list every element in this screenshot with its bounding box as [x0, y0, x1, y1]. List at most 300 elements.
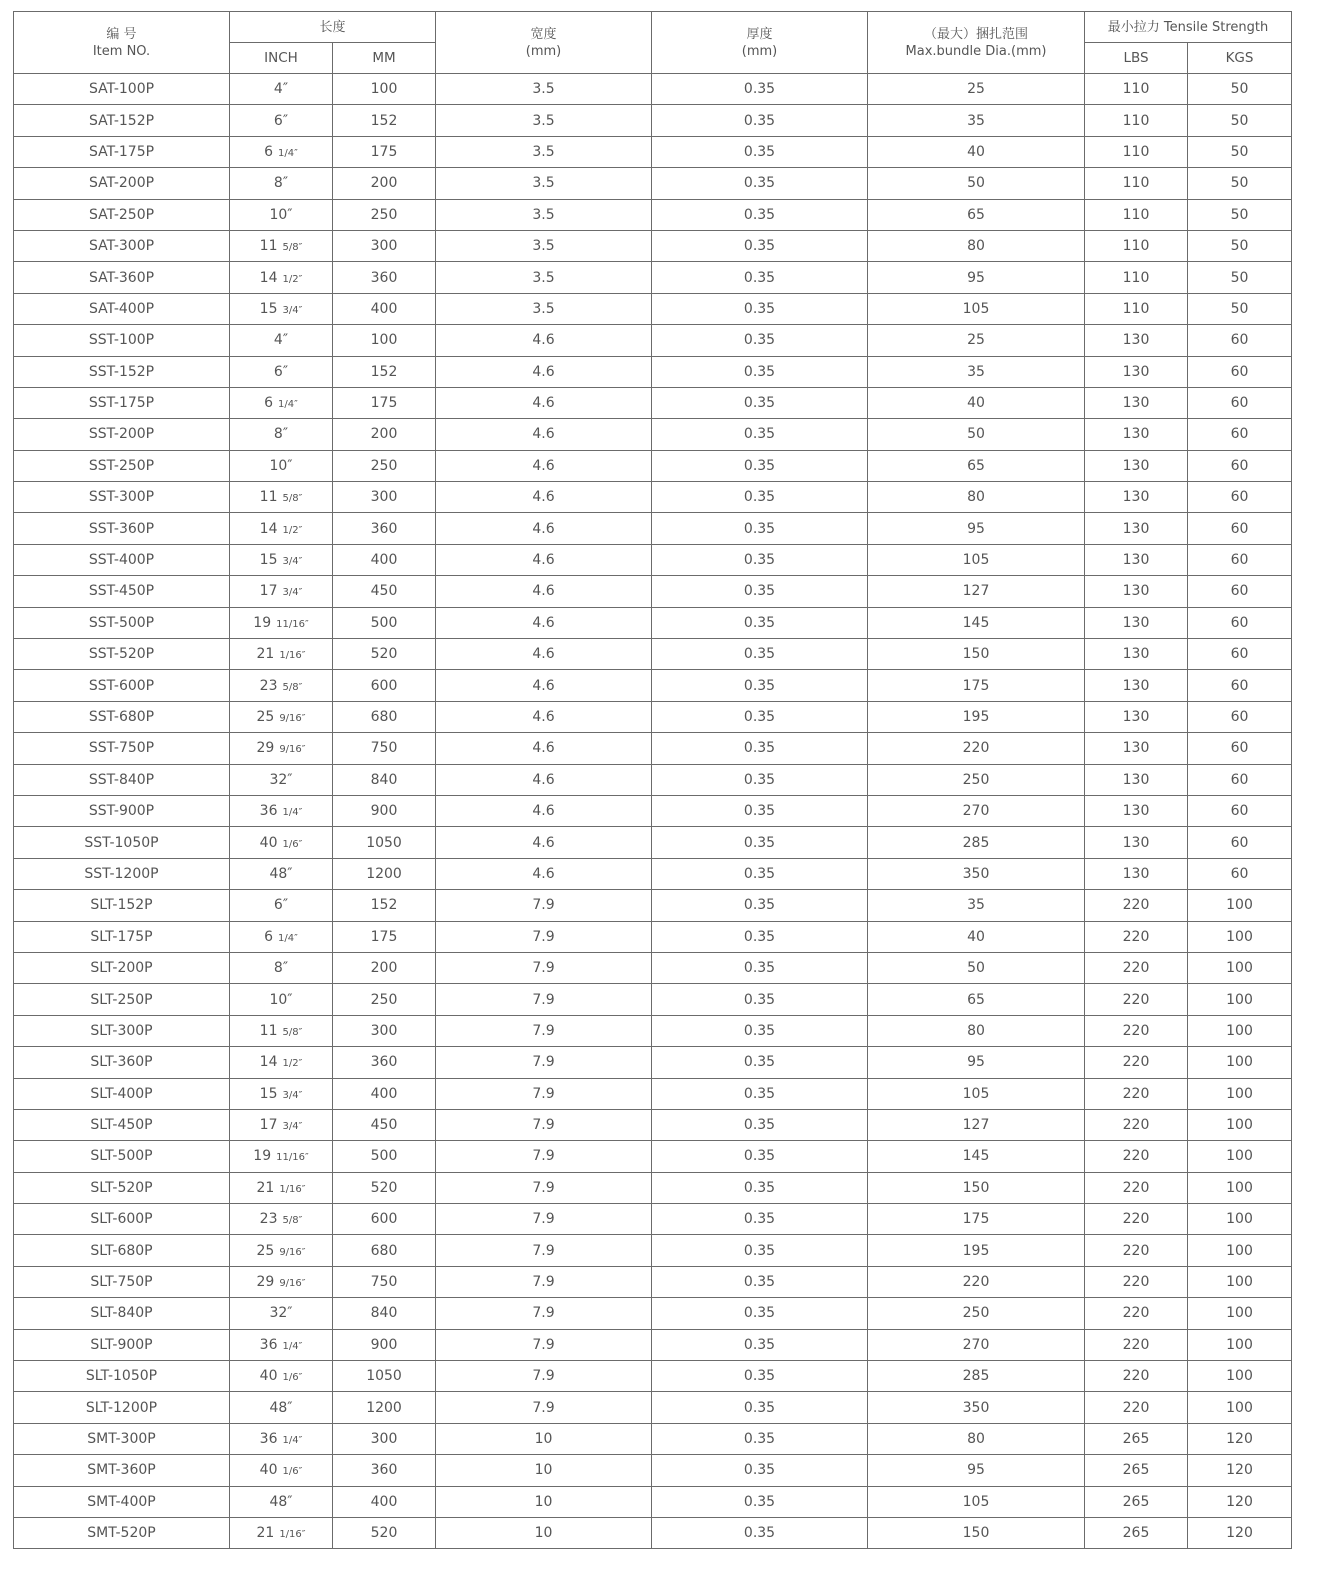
cell-thickness: 0.35 [652, 1141, 868, 1172]
table-row [14, 1423, 1292, 1454]
cell-bundle: 175 [868, 1204, 1085, 1235]
cell-kgs: 100 [1188, 1298, 1292, 1329]
cell-inch [230, 1455, 333, 1486]
header-mm: MM [333, 43, 436, 74]
inch-fraction: 1/16″ [279, 650, 306, 662]
cell-bundle: 285 [868, 827, 1085, 858]
cell-inch [230, 230, 333, 261]
cell-inch [230, 293, 333, 324]
cell-mm: 152 [333, 105, 436, 136]
table-row [14, 921, 1292, 952]
cell-item: SLT-680P [14, 1235, 230, 1266]
cell-inch [230, 827, 333, 858]
cell-width: 4.6 [436, 325, 652, 356]
cell-lbs: 220 [1085, 1141, 1188, 1172]
table-row [14, 858, 1292, 889]
inch-value: 8″ [273, 426, 289, 443]
cell-item: SAT-300P [14, 230, 230, 261]
cell-kgs: 60 [1188, 356, 1292, 387]
cell-mm: 300 [333, 482, 436, 513]
inch-fraction: 11/16″ [276, 1152, 309, 1164]
cell-kgs: 100 [1188, 952, 1292, 983]
cell-lbs: 220 [1085, 1329, 1188, 1360]
table-row [14, 1141, 1292, 1172]
cell-thickness: 0.35 [652, 607, 868, 638]
inch-value: 17 [259, 583, 278, 600]
cell-inch [230, 136, 333, 167]
cell-mm: 175 [333, 387, 436, 418]
cell-item: SLT-400P [14, 1078, 230, 1109]
cell-inch [230, 1141, 333, 1172]
table-row [14, 1392, 1292, 1423]
cell-kgs: 100 [1188, 890, 1292, 921]
cell-kgs: 60 [1188, 482, 1292, 513]
cell-item: SST-900P [14, 795, 230, 826]
cell-inch [230, 890, 333, 921]
cell-inch [230, 1517, 333, 1548]
inch-fraction: 3/4″ [282, 304, 303, 316]
inch-value: 36 [259, 1430, 278, 1447]
cell-width: 7.9 [436, 1266, 652, 1297]
cell-width: 7.9 [436, 1392, 652, 1423]
cell-bundle: 350 [868, 1392, 1085, 1423]
inch-fraction: 3/4″ [282, 1089, 303, 1101]
cell-inch [230, 387, 333, 418]
cell-bundle: 40 [868, 921, 1085, 952]
header-item [14, 12, 230, 74]
cell-item: SLT-840P [14, 1298, 230, 1329]
cell-thickness: 0.35 [652, 890, 868, 921]
cell-mm: 900 [333, 1329, 436, 1360]
cell-mm: 360 [333, 513, 436, 544]
table-row [14, 1298, 1292, 1329]
cell-mm: 680 [333, 1235, 436, 1266]
cell-mm: 400 [333, 1078, 436, 1109]
table-row [14, 356, 1292, 387]
cell-lbs: 220 [1085, 952, 1188, 983]
cell-item: SMT-400P [14, 1486, 230, 1517]
inch-value: 36 [259, 1336, 278, 1353]
cell-width: 10 [436, 1423, 652, 1454]
cell-width: 4.6 [436, 607, 652, 638]
inch-fraction: 1/6″ [282, 1372, 303, 1384]
cell-item: SAT-175P [14, 136, 230, 167]
cell-kgs: 60 [1188, 827, 1292, 858]
cell-inch [230, 199, 333, 230]
cell-mm: 200 [333, 952, 436, 983]
cell-lbs: 110 [1085, 262, 1188, 293]
cell-item: SST-450P [14, 576, 230, 607]
cell-width: 7.9 [436, 1078, 652, 1109]
cell-lbs: 265 [1085, 1455, 1188, 1486]
header-width-zh: 宽度 [530, 26, 557, 42]
cell-width: 3.5 [436, 230, 652, 261]
cell-width: 3.5 [436, 136, 652, 167]
cell-item: SST-520P [14, 639, 230, 670]
cell-mm: 500 [333, 607, 436, 638]
cell-bundle: 35 [868, 356, 1085, 387]
cell-item: SLT-175P [14, 921, 230, 952]
cell-mm: 360 [333, 1047, 436, 1078]
table-row [14, 199, 1292, 230]
cell-thickness: 0.35 [652, 1423, 868, 1454]
cell-inch [230, 1172, 333, 1203]
cell-bundle: 150 [868, 1517, 1085, 1548]
cell-kgs: 60 [1188, 607, 1292, 638]
inch-value: 10″ [269, 991, 293, 1008]
inch-fraction: 5/8″ [282, 681, 303, 693]
cell-lbs: 110 [1085, 230, 1188, 261]
cell-inch [230, 952, 333, 983]
inch-fraction: 3/4″ [282, 556, 303, 568]
cell-mm: 200 [333, 419, 436, 450]
cell-mm: 100 [333, 74, 436, 105]
cell-thickness: 0.35 [652, 670, 868, 701]
cell-bundle: 105 [868, 293, 1085, 324]
header-item-zh: 编 号 [106, 26, 137, 42]
inch-value: 32″ [269, 1305, 293, 1322]
cell-bundle: 35 [868, 105, 1085, 136]
cell-item: SMT-300P [14, 1423, 230, 1454]
cell-bundle: 95 [868, 1455, 1085, 1486]
cell-item: SLT-450P [14, 1109, 230, 1140]
cell-lbs: 110 [1085, 105, 1188, 136]
cell-thickness: 0.35 [652, 199, 868, 230]
cell-bundle: 50 [868, 168, 1085, 199]
inch-value: 32″ [269, 771, 293, 788]
cell-lbs: 220 [1085, 1109, 1188, 1140]
table-row [14, 419, 1292, 450]
table-row [14, 74, 1292, 105]
cell-inch [230, 1361, 333, 1392]
cell-thickness: 0.35 [652, 1486, 868, 1517]
cell-kgs: 60 [1188, 639, 1292, 670]
inch-value: 40 [259, 1462, 278, 1479]
header-width [436, 12, 652, 74]
inch-value: 15 [259, 552, 278, 569]
cell-thickness: 0.35 [652, 1361, 868, 1392]
cell-lbs: 110 [1085, 293, 1188, 324]
cell-inch [230, 1047, 333, 1078]
inch-fraction: 1/4″ [278, 932, 298, 944]
cell-bundle: 50 [868, 952, 1085, 983]
inch-fraction: 11/16″ [276, 618, 309, 630]
cell-bundle: 50 [868, 419, 1085, 450]
cell-inch [230, 544, 333, 575]
cell-kgs: 60 [1188, 701, 1292, 732]
cell-lbs: 130 [1085, 795, 1188, 826]
table-row [14, 262, 1292, 293]
cell-bundle: 105 [868, 1078, 1085, 1109]
cell-width: 10 [436, 1486, 652, 1517]
inch-fraction: 1/4″ [282, 807, 303, 819]
cell-kgs: 60 [1188, 764, 1292, 795]
cell-inch [230, 921, 333, 952]
cell-inch [230, 1109, 333, 1140]
cell-bundle: 150 [868, 639, 1085, 670]
cell-mm: 450 [333, 1109, 436, 1140]
cell-thickness: 0.35 [652, 1015, 868, 1046]
cell-mm: 900 [333, 795, 436, 826]
cell-inch [230, 984, 333, 1015]
table-body [14, 74, 1292, 1549]
cell-thickness: 0.35 [652, 1172, 868, 1203]
cell-mm: 520 [333, 639, 436, 670]
inch-value: 21 [256, 646, 275, 663]
cell-kgs: 100 [1188, 984, 1292, 1015]
header-thickness-zh: 厚度 [746, 26, 773, 42]
cell-mm: 300 [333, 230, 436, 261]
inch-value: 21 [256, 1179, 275, 1196]
cell-mm: 500 [333, 1141, 436, 1172]
cell-width: 7.9 [436, 952, 652, 983]
cell-lbs: 110 [1085, 136, 1188, 167]
inch-fraction: 1/2″ [282, 1058, 303, 1070]
inch-value: 19 [253, 614, 272, 631]
inch-value: 10″ [269, 457, 293, 474]
cell-width: 7.9 [436, 1141, 652, 1172]
cell-item: SLT-300P [14, 1015, 230, 1046]
table-row [14, 1172, 1292, 1203]
header-thickness [652, 12, 868, 74]
cell-lbs: 130 [1085, 607, 1188, 638]
cell-mm: 840 [333, 1298, 436, 1329]
inch-value: 48″ [269, 1493, 293, 1510]
cell-width: 4.6 [436, 764, 652, 795]
cell-item: SAT-100P [14, 74, 230, 105]
inch-value: 29 [256, 1274, 275, 1291]
cell-inch [230, 1266, 333, 1297]
table-row [14, 890, 1292, 921]
cell-item: SST-152P [14, 356, 230, 387]
cell-inch [230, 764, 333, 795]
cell-lbs: 220 [1085, 1204, 1188, 1235]
cell-lbs: 130 [1085, 827, 1188, 858]
cell-kgs: 100 [1188, 921, 1292, 952]
cell-kgs: 60 [1188, 387, 1292, 418]
cell-item: SMT-520P [14, 1517, 230, 1548]
table-row [14, 795, 1292, 826]
cell-thickness: 0.35 [652, 450, 868, 481]
cell-bundle: 95 [868, 262, 1085, 293]
cell-thickness: 0.35 [652, 1078, 868, 1109]
cell-lbs: 130 [1085, 450, 1188, 481]
table-row [14, 701, 1292, 732]
header-lbs: LBS [1085, 43, 1188, 74]
cell-bundle: 80 [868, 1423, 1085, 1454]
cell-width: 4.6 [436, 576, 652, 607]
inch-fraction: 1/6″ [282, 838, 303, 850]
table-row [14, 1235, 1292, 1266]
inch-value: 14 [259, 520, 278, 537]
header-thickness-unit: (mm) [741, 43, 778, 59]
cell-inch [230, 701, 333, 732]
header-length: 长度 [230, 12, 436, 43]
cell-mm: 400 [333, 544, 436, 575]
cell-thickness: 0.35 [652, 984, 868, 1015]
table-row [14, 607, 1292, 638]
cell-mm: 1050 [333, 827, 436, 858]
cell-width: 3.5 [436, 199, 652, 230]
cell-item: SST-175P [14, 387, 230, 418]
inch-value: 14 [259, 1054, 278, 1071]
cell-width: 10 [436, 1455, 652, 1486]
cell-lbs: 220 [1085, 1266, 1188, 1297]
inch-value: 19 [253, 1148, 272, 1165]
cell-width: 4.6 [436, 356, 652, 387]
cell-mm: 175 [333, 136, 436, 167]
cell-item: SST-200P [14, 419, 230, 450]
cell-mm: 600 [333, 670, 436, 701]
cell-bundle: 195 [868, 1235, 1085, 1266]
cell-item: SAT-400P [14, 293, 230, 324]
header-item-en: Item NO. [92, 43, 151, 59]
inch-value: 11 [259, 489, 278, 506]
cell-lbs: 220 [1085, 984, 1188, 1015]
cell-inch [230, 168, 333, 199]
inch-fraction: 1/4″ [278, 147, 298, 159]
cell-thickness: 0.35 [652, 419, 868, 450]
cell-bundle: 80 [868, 482, 1085, 513]
inch-value: 17 [259, 1117, 278, 1134]
table-row [14, 576, 1292, 607]
cell-lbs: 265 [1085, 1486, 1188, 1517]
cell-thickness: 0.35 [652, 513, 868, 544]
cell-inch [230, 1329, 333, 1360]
cell-thickness: 0.35 [652, 168, 868, 199]
inch-fraction: 9/16″ [279, 744, 306, 756]
cell-thickness: 0.35 [652, 858, 868, 889]
cell-bundle: 80 [868, 230, 1085, 261]
inch-value: 15 [259, 300, 278, 317]
cell-lbs: 130 [1085, 639, 1188, 670]
table-row [14, 293, 1292, 324]
cell-bundle: 270 [868, 1329, 1085, 1360]
cell-item: SST-680P [14, 701, 230, 732]
cell-thickness: 0.35 [652, 795, 868, 826]
inch-value: 25 [256, 1242, 275, 1259]
cell-bundle: 285 [868, 1361, 1085, 1392]
inch-fraction: 3/4″ [282, 587, 303, 599]
cell-thickness: 0.35 [652, 1455, 868, 1486]
cell-thickness: 0.35 [652, 325, 868, 356]
cell-lbs: 220 [1085, 1235, 1188, 1266]
cell-inch [230, 513, 333, 544]
cell-thickness: 0.35 [652, 733, 868, 764]
cell-item: SST-1050P [14, 827, 230, 858]
cell-mm: 152 [333, 890, 436, 921]
cell-mm: 520 [333, 1517, 436, 1548]
cell-width: 7.9 [436, 921, 652, 952]
inch-value: 36 [259, 803, 278, 820]
cell-item: SLT-1200P [14, 1392, 230, 1423]
cell-mm: 1200 [333, 1392, 436, 1423]
cell-mm: 360 [333, 262, 436, 293]
cell-lbs: 265 [1085, 1517, 1188, 1548]
cell-lbs: 130 [1085, 858, 1188, 889]
cell-item: SST-300P [14, 482, 230, 513]
cell-kgs: 120 [1188, 1486, 1292, 1517]
table-row [14, 1109, 1292, 1140]
header-bundle-zh: （最大）捆扎范围 [924, 26, 1029, 42]
cell-bundle: 95 [868, 513, 1085, 544]
table-row [14, 1486, 1292, 1517]
cell-bundle: 145 [868, 607, 1085, 638]
cell-thickness: 0.35 [652, 1329, 868, 1360]
inch-value: 21 [256, 1525, 275, 1542]
table-row [14, 827, 1292, 858]
cell-item: SAT-200P [14, 168, 230, 199]
header-bundle-en: Max.bundle Dia.(mm) [905, 43, 1047, 59]
cell-mm: 840 [333, 764, 436, 795]
cell-lbs: 220 [1085, 1078, 1188, 1109]
cell-inch [230, 1298, 333, 1329]
cell-thickness: 0.35 [652, 952, 868, 983]
cell-kgs: 100 [1188, 1015, 1292, 1046]
cell-width: 4.6 [436, 482, 652, 513]
inch-value: 8″ [273, 175, 289, 192]
cell-mm: 1200 [333, 858, 436, 889]
table-row [14, 482, 1292, 513]
cell-bundle: 195 [868, 701, 1085, 732]
cell-kgs: 60 [1188, 419, 1292, 450]
cell-thickness: 0.35 [652, 482, 868, 513]
cell-kgs: 50 [1188, 168, 1292, 199]
header-inch: INCH [230, 43, 333, 74]
spec-table [13, 11, 1292, 1549]
inch-fraction: 1/2″ [282, 273, 303, 285]
cell-kgs: 100 [1188, 1361, 1292, 1392]
cell-kgs: 60 [1188, 513, 1292, 544]
cell-item: SLT-600P [14, 1204, 230, 1235]
cell-kgs: 50 [1188, 293, 1292, 324]
cell-item: SLT-520P [14, 1172, 230, 1203]
cell-inch [230, 858, 333, 889]
cell-width: 4.6 [436, 701, 652, 732]
cell-inch [230, 74, 333, 105]
inch-value: 11 [259, 1022, 278, 1039]
inch-value: 8″ [273, 960, 289, 977]
cell-item: SST-840P [14, 764, 230, 795]
cell-width: 7.9 [436, 1298, 652, 1329]
table-row [14, 1204, 1292, 1235]
cell-width: 4.6 [436, 827, 652, 858]
table-row [14, 639, 1292, 670]
cell-item: SLT-900P [14, 1329, 230, 1360]
cell-lbs: 110 [1085, 199, 1188, 230]
cell-inch [230, 1204, 333, 1235]
table-row [14, 136, 1292, 167]
cell-mm: 400 [333, 293, 436, 324]
cell-mm: 600 [333, 1204, 436, 1235]
cell-bundle: 350 [868, 858, 1085, 889]
cell-inch [230, 576, 333, 607]
cell-inch [230, 733, 333, 764]
inch-value: 23 [259, 677, 278, 694]
cell-mm: 250 [333, 450, 436, 481]
cell-inch [230, 105, 333, 136]
cell-lbs: 130 [1085, 513, 1188, 544]
cell-bundle: 175 [868, 670, 1085, 701]
inch-value: 6″ [273, 363, 289, 380]
cell-kgs: 100 [1188, 1141, 1292, 1172]
inch-fraction: 1/6″ [282, 1466, 303, 1478]
cell-lbs: 220 [1085, 1392, 1188, 1423]
cell-lbs: 130 [1085, 701, 1188, 732]
cell-lbs: 265 [1085, 1423, 1188, 1454]
cell-thickness: 0.35 [652, 1109, 868, 1140]
cell-lbs: 130 [1085, 325, 1188, 356]
